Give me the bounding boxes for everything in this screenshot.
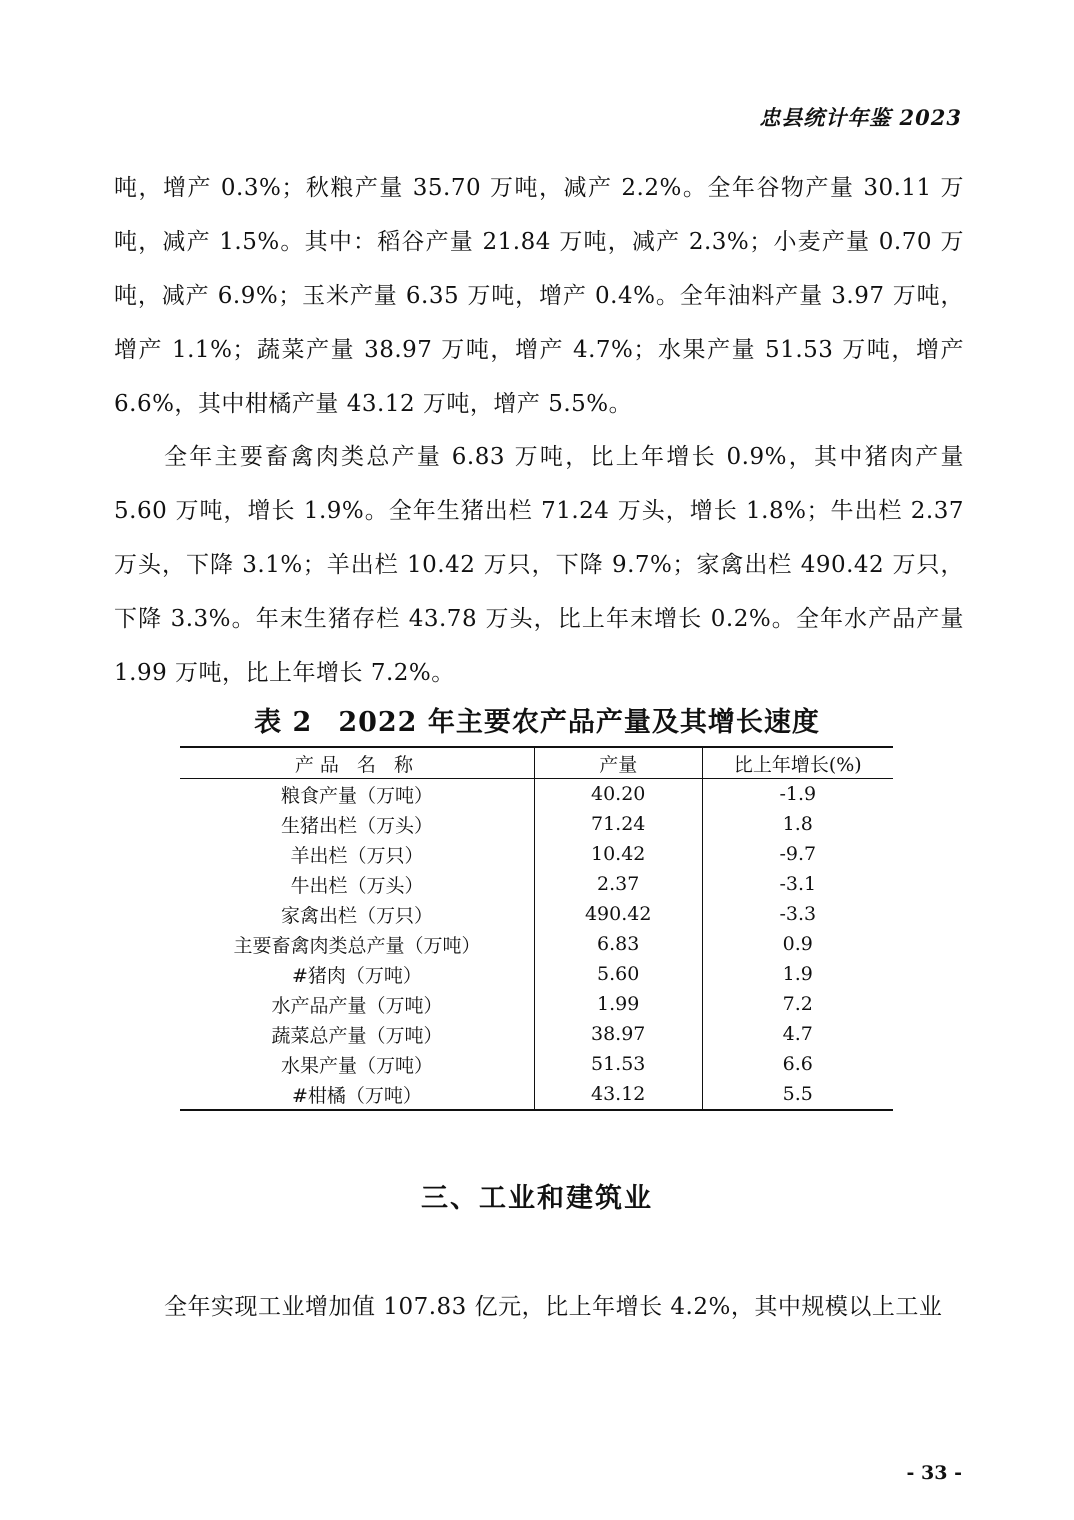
cell-growth: 0.9 — [702, 929, 893, 959]
cell-growth: 5.5 — [702, 1079, 893, 1110]
table-row — [180, 1019, 893, 1049]
paragraph-livestock: 全年主要畜禽肉类总产量 6.83 万吨，比上年增长 0.9%，其中猪肉产量 5.60 万吨，增长 1.9%。全年生猪出栏 71.24 万头，增长 1.8%；牛出栏 2.37 万头，下降 3.1%；羊出栏 10.42 万只，下降 9.7%；家禽出栏 490.42 万只，下降 3.3%。年末生猪存栏 43.78 万头，比上年末增长 0.2%。全年水产品产量 1.99 万吨，比上年增长 7.2%。 — [114, 444, 964, 686]
paragraph-industry: 全年实现工业增加值 107.83 亿元，比上年增长 4.2%，其中规模以上工业 — [164, 1294, 943, 1320]
table-row — [180, 869, 893, 899]
cell-growth: 4.7 — [702, 1019, 893, 1049]
cell-product-name: 蔬菜总产量（万吨） — [271, 1024, 443, 1047]
page-number: - 33 - — [906, 1462, 962, 1484]
running-header: 忠县统计年鉴 2023 — [759, 105, 962, 130]
table-row — [180, 929, 893, 959]
table-row — [180, 989, 893, 1019]
cell-output: 490.42 — [534, 899, 702, 929]
cell-product-name: 水果产量（万吨） — [280, 1054, 433, 1077]
cell-output: 6.83 — [534, 929, 702, 959]
agri-products-table — [180, 746, 893, 1111]
header-growth: 比上年增长(%) — [702, 747, 893, 779]
header-product-name: 产品 名 称 — [180, 747, 534, 779]
cell-growth: 7.2 — [702, 989, 893, 1019]
header-output: 产量 — [534, 747, 702, 779]
table-row — [180, 959, 893, 989]
cell-product-name: #柑橘（万吨） — [180, 1079, 534, 1110]
cell-output: 10.42 — [534, 839, 702, 869]
cell-output: 2.37 — [534, 869, 702, 899]
cell-product-name: 家禽出栏（万只） — [280, 904, 433, 927]
table-title — [0, 700, 1074, 739]
cell-output: 1.99 — [534, 989, 702, 1019]
table-row — [180, 899, 893, 929]
table-row — [180, 839, 893, 869]
cell-growth: 1.9 — [702, 959, 893, 989]
cell-growth: -1.9 — [702, 779, 893, 810]
paragraph-crops: 吨，增产 0.3%；秋粮产量 35.70 万吨，减产 2.2%。全年谷物产量 30.11 万吨，减产 1.5%。其中：稻谷产量 21.84 万吨，减产 2.3%；小麦产量 0.70 万吨，减产 6.9%；玉米产量 6.35 万吨，增产 0.4%。全年油料产量 3.97 万吨，增产 1.1%；蔬菜产量 38.97 万吨，增产 4.7%；水果产量 51.53 万吨，增产 6.6%，其中柑橘产量 43.12 万吨，增产 5.5%。 — [114, 175, 964, 417]
cell-output: 38.97 — [534, 1019, 702, 1049]
table-row — [180, 1079, 893, 1110]
cell-growth: 6.6 — [702, 1049, 893, 1079]
table-number: 表 2 — [254, 707, 313, 738]
cell-growth: -3.3 — [702, 899, 893, 929]
cell-output: 43.12 — [534, 1079, 702, 1110]
cell-growth: 1.8 — [702, 809, 893, 839]
cell-output: 40.20 — [534, 779, 702, 810]
table-header-row — [180, 747, 893, 779]
cell-product-name: 羊出栏（万只） — [290, 844, 424, 867]
cell-growth: -3.1 — [702, 869, 893, 899]
cell-output: 5.60 — [534, 959, 702, 989]
cell-output: 71.24 — [534, 809, 702, 839]
table-caption: 2022 年主要农产品产量及其增长速度 — [338, 707, 820, 738]
section-title: 三、工业和建筑业 — [421, 1183, 653, 1214]
cell-product-name: 牛出栏（万头） — [290, 874, 424, 897]
cell-product-name: 生猪出栏（万头） — [280, 814, 433, 837]
cell-output: 51.53 — [534, 1049, 702, 1079]
cell-product-name: 主要畜禽肉类总产量（万吨） — [233, 934, 481, 957]
table-row — [180, 809, 893, 839]
table-row — [180, 779, 893, 810]
cell-product-name: #猪肉（万吨） — [291, 964, 422, 987]
cell-growth: -9.7 — [702, 839, 893, 869]
cell-product-name: 水产品产量（万吨） — [271, 994, 443, 1017]
cell-product-name: 粮食产量（万吨） — [280, 784, 433, 807]
table-row — [180, 1049, 893, 1079]
